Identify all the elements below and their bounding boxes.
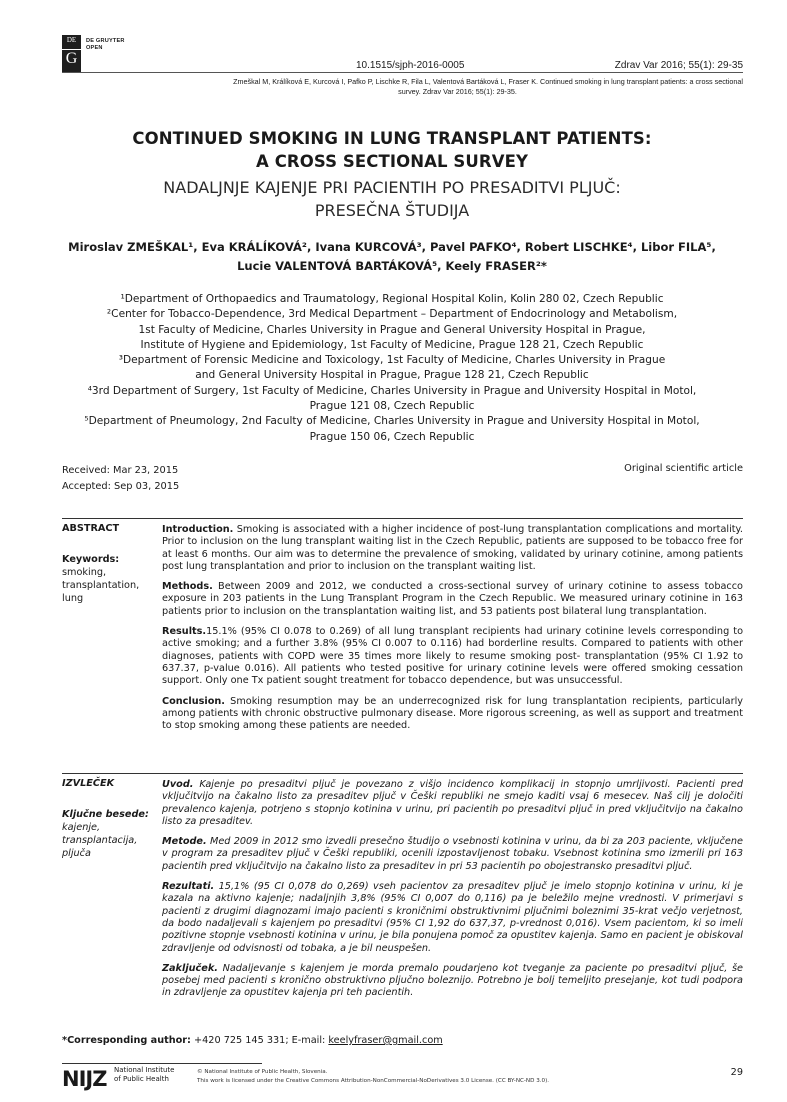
nijz-name — [114, 1066, 174, 1083]
intro-label: Introduction. — [162, 524, 234, 535]
affiliation-line: ³Department of Forensic Medicine and Toxicology, 1st Faculty of Medicine, Charles University in Prague — [118, 354, 666, 367]
nijz-logo: NIJZ — [62, 1067, 107, 1091]
publisher-name-line1: DE GRUYTER — [86, 38, 125, 44]
corresponding-label: *Corresponding author: — [62, 1035, 191, 1046]
conclusion-text: Smoking resumption may be an underrecognized risk for lung transplantation recipients, particularly among patients with chronic obstructive pulmonary disease. More rigorous screening, as well as support and treatment to stop smoking among these patients are needed. — [162, 695, 743, 732]
header-divider — [62, 72, 743, 73]
izvlecek-heading: IZVLEČEK — [62, 778, 115, 789]
citation-line1: Zmeškal M, Králíková E, Kurcová I, Pafko P, Lischke R, Fila L, Valentová Bartáková L, Fraser K. Continued smoking in lung transplant patients: a cross sectional — [233, 77, 743, 86]
results-text: 15.1% (95% CI 0.078 to 0.269) of all lung transplant recipients had urinary cotinine levels corresponding to active smoking; and a further 3.8% (95% CI 0.007 to 0.116) had borderline results. Compared to patients with other diagnoses, patients with COPD were 35 times more likely to resume smoking post- transplantation (95% CI 1.92 to 637.37, p-value 0.016). All patients who tested positive for urinary cotinine levels were offered smoking cessation support. Only one Tx patient sought treatment for tobacco dependence, but was unsuccessful. — [162, 626, 743, 687]
corresponding-author — [62, 1035, 443, 1046]
izvlecek-sidebar — [62, 777, 154, 860]
publisher-mark-top: DE — [66, 36, 77, 44]
nijz-name-line1: National Institute — [114, 1066, 175, 1074]
uvod-label: Uvod. — [162, 779, 194, 790]
title-english — [62, 127, 722, 173]
nijz-name-line2: of Public Health — [114, 1074, 169, 1083]
title-slovene — [62, 176, 722, 222]
received-date: Received: Mar 23, 2015 — [62, 465, 179, 476]
keywords-label: Keywords: — [62, 554, 120, 565]
metode-label: Metode. — [162, 836, 207, 848]
affiliation-line: ⁴3rd Department of Surgery, 1st Faculty of Medicine, Charles University in Prague and University Hospital in Motol, — [87, 384, 697, 397]
abstract-heading: ABSTRACT — [62, 523, 120, 534]
title-en-line1: CONTINUED SMOKING IN LUNG TRANSPLANT PATIENTS: — [132, 129, 652, 148]
izvlecek-body — [162, 779, 743, 1008]
copyright-notice — [197, 1068, 549, 1086]
kljucne-besede-value: kajenje, transplantacija, pljuča — [62, 822, 138, 859]
izvlecek-uvod — [162, 779, 743, 828]
journal-reference: Zdrav Var 2016; 55(1): 29-35 — [614, 60, 743, 71]
abstract-conclusion — [162, 696, 743, 733]
doi[interactable]: 10.1515/sjph-2016-0005 — [356, 60, 465, 71]
abstract-divider — [62, 518, 743, 519]
publisher-logo — [62, 35, 81, 72]
abstract-methods — [162, 581, 743, 618]
kljucne-besede-label: Ključne besede: — [62, 809, 149, 820]
zakljucek-label: Zaključek. — [162, 962, 218, 974]
accepted-date: Accepted: Sep 03, 2015 — [62, 480, 180, 492]
affiliation-line: Prague 121 08, Czech Republic — [309, 400, 475, 413]
keywords-value: smoking, transplantation, lung — [62, 567, 140, 604]
affiliation-line: ¹Department of Orthopaedics and Traumatology, Regional Hospital Kolin, Kolin 280 02, Czech Republic — [120, 293, 664, 305]
title-sl-line2: PRESEČNA ŠTUDIJA — [314, 201, 470, 220]
authors-line1: Miroslav ZMEŠKAL¹, Eva KRÁLÍKOVÁ², Ivana KURCOVÁ³, Pavel PAFKO⁴, Robert LISCHKE⁴, Libor FILA⁵, — [68, 240, 716, 254]
publisher-name-line2: OPEN — [86, 44, 103, 51]
izvlecek-rezultati — [162, 881, 743, 955]
affiliation-line: ²Center for Tobacco-Dependence, 3rd Medical Department – Department of Endocrinology and Metabolism, — [106, 308, 678, 321]
abstract-results — [162, 626, 743, 687]
email-link[interactable]: keelyfraser@gmail.com — [328, 1035, 443, 1046]
izvlecek-divider — [62, 773, 743, 774]
author-list — [62, 238, 722, 276]
conclusion-label: Conclusion. — [162, 695, 225, 707]
title-en-line2: A CROSS SECTIONAL SURVEY — [255, 152, 529, 171]
abstract-body — [162, 524, 743, 740]
zakljucek-text: Nadaljevanje s kajenjem je morda premalo poudarjeno kot tveganje za paciente po presaditvi pljuč, še posebej med pacienti s kronično obstruktivno pljučno boleznijo. Potrebno je bolj temeljito presejanje, kot tudi podpora in zdravljenje za opustitev kajenja pri teh pacientih. — [162, 962, 743, 999]
metode-text: Med 2009 in 2012 smo izvedli presečno študijo o vsebnosti kotinina v urinu, da bi za 203 paciente, vključene v program za presaditev pljuč v Češki republiki, ocenili izpostavljenost tobaku. Vsebnost kotinina smo izmerili pri 163 pacientih pred vključitvijo na čakalno listo za presaditev in pri 53 pacientih po obojestransko presaditvi pljuč. — [162, 836, 743, 872]
affiliation-line: ⁵Department of Pneumology, 2nd Faculty of Medicine, Charles University in Prague and University Hospital in Motol, — [84, 415, 700, 428]
copyright-line1: © National Institute of Public Health, Slovenia. — [197, 1069, 328, 1075]
affiliation-line: 1st Faculty of Medicine, Charles University in Prague and General University Hospital in Prague, — [138, 323, 646, 336]
affiliation-line: Prague 150 06, Czech Republic — [309, 430, 475, 443]
uvod-text: Kajenje po presaditvi pljuč je povezano z višjo incidenco komplikacij in stopnjo umrljivosti. Pacienti pred vključitvijo na čakalno listo za presaditev pljuč v Češki republiki ne smejo kaditi vsaj 6 mesecev. Naš cilj je določiti prevalenco kajenja, potrjeno s stopnjo kotinina v urinu, pri pacientih po presaditvi pljuč in pred vključitvijo na čakalno listo za presaditev. — [162, 779, 743, 827]
affiliations — [62, 292, 722, 445]
page-number: 29 — [730, 1067, 743, 1078]
citation-line2: survey. Zdrav Var 2016; 55(1): 29-35. — [398, 87, 517, 96]
rezultati-text: 15,1% (95 CI 0,078 do 0,269) vseh pacientov za presaditev pljuč je imelo stopnjo kotinina v urinu, ki je kazala na aktivno kajenje; nadaljnjih 3,8% (95% CI 0,007 do 0,116) pa je beležilo mejne vrednosti. V primerjavi s pacienti z drugimi diagnozami imajo pacienti s kroničnimi obstruktivnimi pljučnimi boleznimi 35-krat večjo verjetnost, da bodo nadaljevali s kajenjem po presaditvi (95% CI 1,92 do 637,37, p-vrednost 0,016). Vsem pacientom, ki so imeli pozitivne stopnje vsebnosti kotinina v urinu, je bila ponujena pomoč za opustitev kajenja. Samo en pacient je obiskoval zdravljenje od odvisnosti od tobaka, a je bil neuspešen. — [162, 881, 743, 954]
footnote-divider — [62, 1063, 262, 1064]
izvlecek-zakljucek — [162, 963, 743, 1000]
abstract-sidebar — [62, 522, 154, 605]
affiliation-line: Institute of Hygiene and Epidemiology, 1st Faculty of Medicine, Prague 128 21, Czech Republic — [140, 338, 644, 351]
abstract-introduction — [162, 524, 743, 573]
article-dates — [62, 463, 179, 494]
corresponding-phone: +420 725 145 331; E-mail: — [190, 1035, 329, 1046]
affiliation-line: and General University Hospital in Prague, Prague 128 21, Czech Republic — [195, 369, 589, 382]
copyright-line2: This work is licensed under the Creative Commons Attribution-NonCommercial-NoDerivatives 3.0 License. (CC BY-NC-ND 3.0). — [197, 1078, 550, 1084]
authors-line2: Lucie VALENTOVÁ BARTÁKOVÁ⁵, Keely FRASER²* — [237, 259, 547, 273]
title-sl-line1: NADALJNJE KAJENJE PRI PACIENTIH PO PRESADITVI PLJUČ: — [163, 178, 621, 197]
article-type: Original scientific article — [624, 463, 743, 474]
citation — [62, 77, 743, 97]
methods-text: Between 2009 and 2012, we conducted a cross-sectional survey of urinary cotinine to assess tobacco exposure in 203 patients in the Lung Transplant Program in the Czech Republic. We measured urinary cotinine in 163 patients prior to inclusion on the transplantation waiting list, and 53 patients post bilateral lung transplantation. — [162, 581, 743, 617]
intro-text: Smoking is associated with a higher incidence of post-lung transplantation complications and mortality. Prior to inclusion on the lung transplant waiting list in the Czech Republic, patients are supposed to be tobacco free for at least 6 months. Our aim was to determine the prevalence of smoking, validated by urinary cotinine, among patients post lung transplantation and prior to inclusion on the transplant waiting list. — [162, 524, 743, 572]
publisher-name — [86, 38, 125, 51]
publisher-mark-letter: G — [62, 49, 81, 68]
izvlecek-metode — [162, 836, 743, 873]
results-label: Results. — [162, 626, 207, 638]
methods-label: Methods. — [162, 581, 213, 593]
rezultati-label: Rezultati. — [162, 881, 215, 893]
